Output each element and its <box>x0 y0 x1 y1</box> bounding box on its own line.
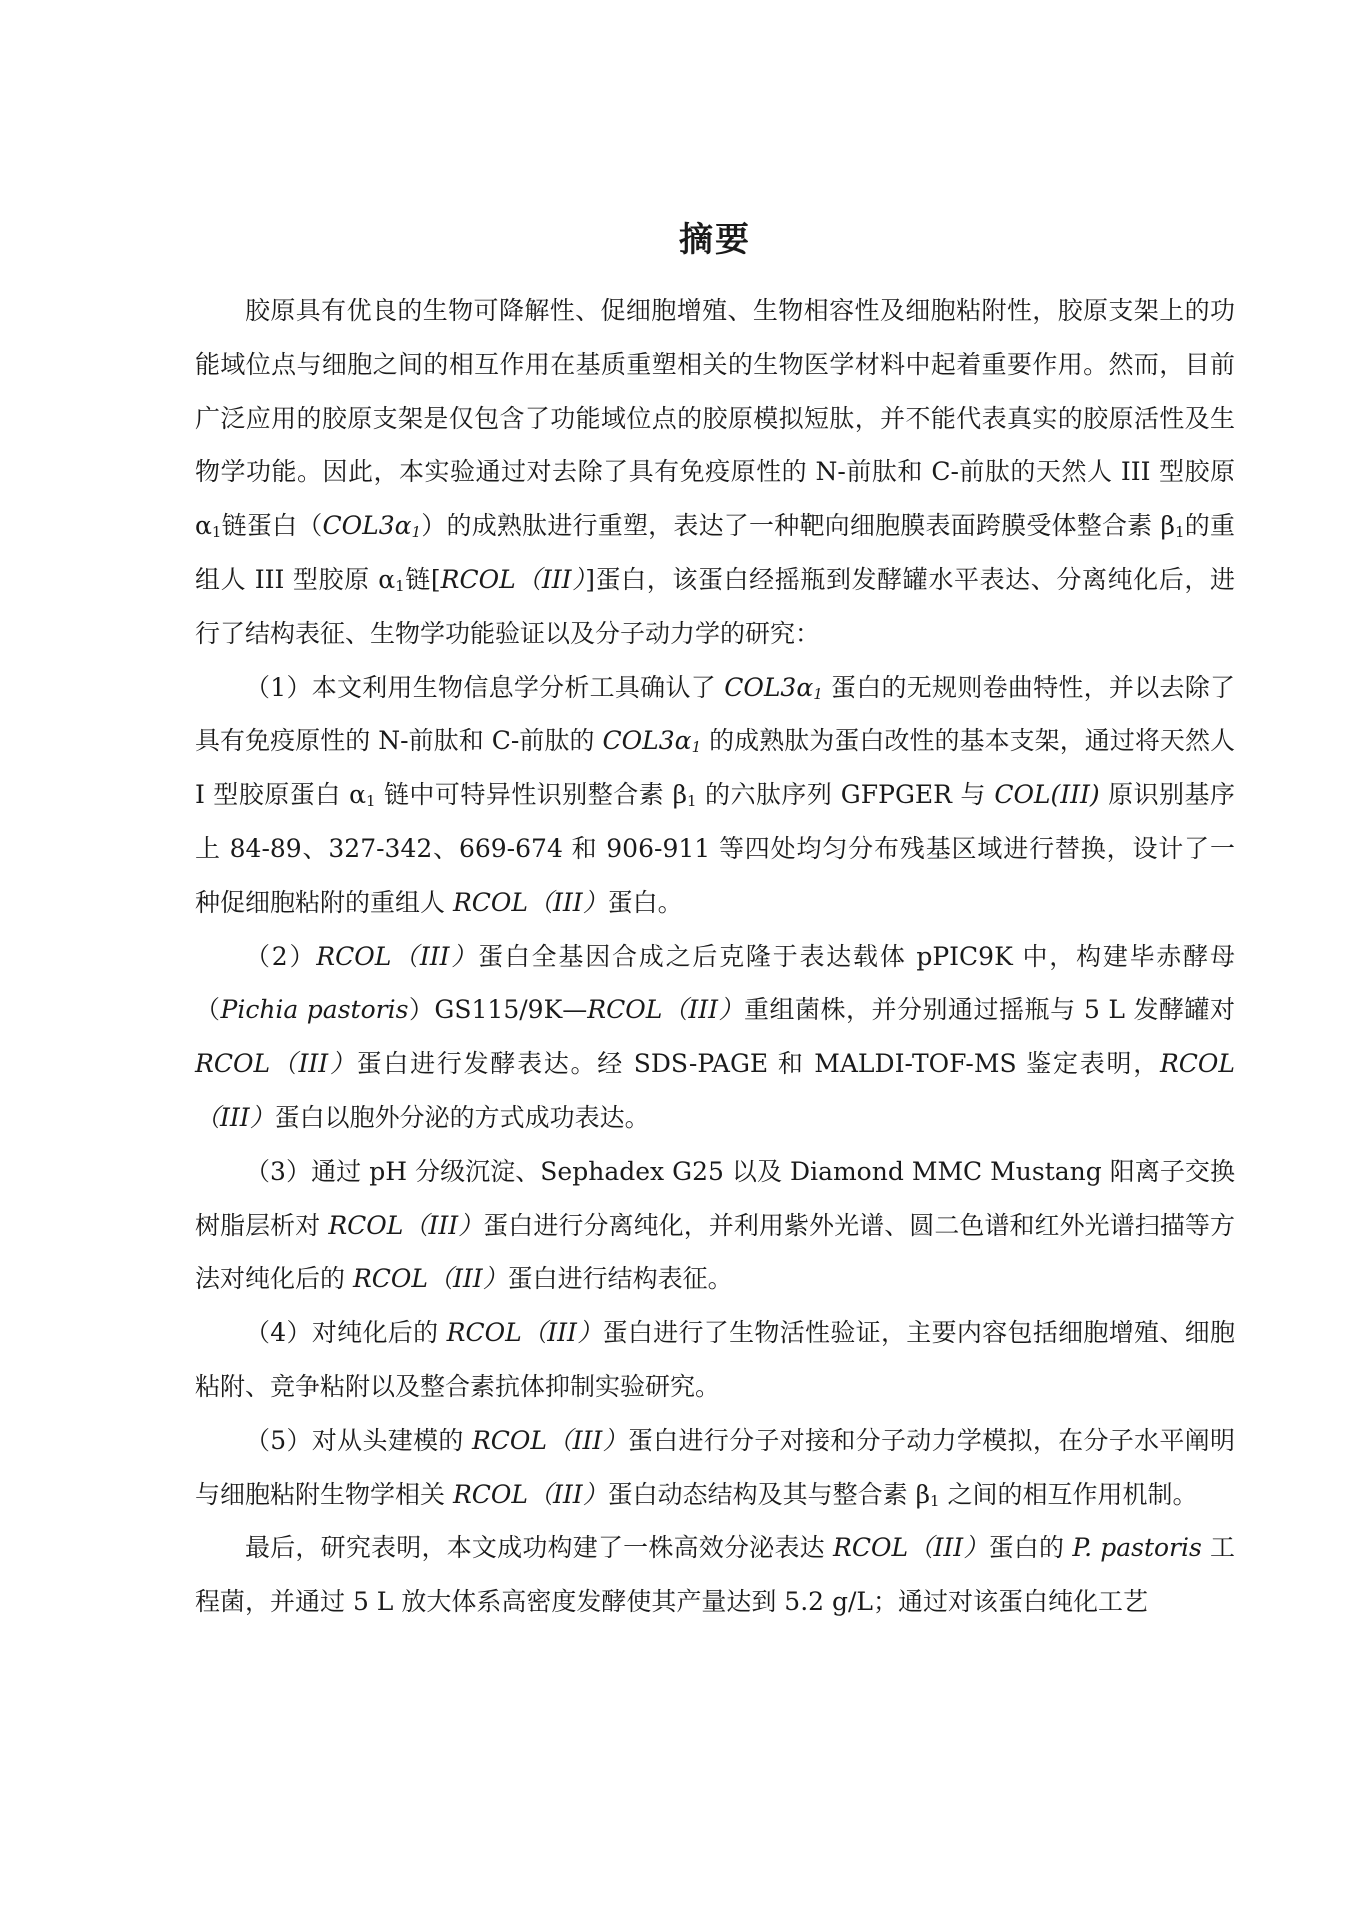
abstract-title: 摘要 <box>679 220 751 260</box>
text-run: 蛋白全基因合成之后克隆于表达载体 pPIC9K 中，构建毕赤酵母（ <box>195 941 1235 1025</box>
text-run: 蛋白以胞外分泌的方式成功表达。 <box>274 1102 650 1132</box>
text-run: 1 <box>687 792 697 811</box>
abstract-paragraph-5 <box>195 1306 1235 1414</box>
text-run: 1 <box>411 523 422 542</box>
text-run: 1 <box>1175 523 1185 542</box>
text-run: 蛋白进行发酵表达。经 SDS-PAGE 和 MALDI-TOF-MS 鉴定表明， <box>356 1049 1160 1079</box>
text-run: 蛋白的无规则卷曲特性，并以去除了具有免疫原性的 N-前肽和 C-前肽的 <box>195 672 1235 756</box>
text-run: RCOL（III） <box>452 1479 608 1509</box>
text-run: （2） <box>245 941 317 971</box>
abstract-paragraph-4 <box>195 1145 1235 1306</box>
abstract-paragraph-1 <box>195 284 1235 661</box>
text-run: 之间的相互作用机制。 <box>939 1479 1198 1509</box>
text-run: RCOL（III） <box>352 1264 508 1294</box>
abstract-paragraph-2 <box>195 661 1235 930</box>
text-run: RCOL（III） <box>316 941 479 971</box>
text-run: 最后，研究表明，本文成功构建了一株高效分泌表达 <box>245 1533 834 1563</box>
text-run: ）GS115/9K— <box>408 995 588 1025</box>
abstract-paragraph-7 <box>195 1521 1235 1629</box>
abstract-body <box>195 284 1235 1629</box>
abstract-paragraph-6 <box>195 1414 1235 1522</box>
text-run: ）的成熟肽进行重塑，表达了一种靶向细胞膜表面跨膜受体整合素 β <box>421 511 1176 541</box>
text-run: 蛋白的 <box>988 1533 1073 1563</box>
text-run: COL3α <box>322 511 412 541</box>
text-run: 链蛋白（ <box>221 511 323 541</box>
text-run: RCOL（III） <box>452 887 608 917</box>
abstract-paragraph-3 <box>195 930 1235 1145</box>
document-page <box>195 210 1235 1629</box>
text-run: 蛋白进行结构表征。 <box>507 1264 733 1294</box>
text-run: 原识别基序上 84-89、327-342、669-674 和 906-911 等四处均匀分布残基区域进行替换，设计了一种促细胞粘附的重组人 <box>195 780 1235 917</box>
text-run: ]蛋白，该蛋白经摇瓶到发酵罐水平表达、分离纯化后，进行了结构表征、生物学功能验证以及分子动力学的研究： <box>195 564 1235 648</box>
text-run: RCOL（III） <box>440 564 586 594</box>
text-run: 蛋白动态结构及其与整合素 β <box>607 1479 931 1509</box>
text-run: COL3α <box>602 726 692 756</box>
text-run: 1 <box>930 1491 940 1510</box>
text-run: 的重组人 III 型胶原 α <box>195 511 1235 594</box>
text-run: 的成熟肽为蛋白改性的基本支架，通过将天然人 I 型胶原蛋白 α <box>195 726 1235 810</box>
text-run: 蛋白进行分离纯化，并利用紫外光谱、圆二色谱和红外光谱扫描等方法对纯化后的 <box>195 1210 1235 1294</box>
text-run: 1 <box>395 576 405 595</box>
text-run: 1 <box>691 738 702 757</box>
text-run: 链[ <box>404 564 441 594</box>
text-run: 1 <box>365 792 376 811</box>
text-run: RCOL（III） <box>195 1049 1235 1132</box>
text-run: RCOL（III） <box>328 1210 484 1240</box>
text-run: 蛋白进行了生物活性验证，主要内容包括细胞增殖、细胞粘附、竞争粘附以及整合素抗体抑制实验研究。 <box>195 1318 1235 1401</box>
text-run: Pichia pastoris <box>220 995 409 1025</box>
text-run: RCOL（III） <box>471 1425 628 1455</box>
text-run: 链中可特异性识别整合素 β <box>375 780 688 810</box>
text-run: RCOL（III） <box>587 995 744 1025</box>
text-run: 的六肽序列 GFPGER 与 <box>696 780 995 810</box>
text-run: 蛋白进行分子对接和分子动力学模拟，在分子水平阐明与细胞粘附生物学相关 <box>195 1425 1235 1509</box>
text-run: 蛋白。 <box>607 887 683 917</box>
text-run: COL(III) <box>994 780 1100 810</box>
text-run: RCOL（III） <box>195 1049 357 1079</box>
text-run: P. pastoris <box>1072 1533 1202 1563</box>
text-run: 1 <box>211 523 222 542</box>
text-run: 重组菌株，并分别通过摇瓶与 5 L 发酵罐对 <box>743 995 1235 1025</box>
text-run: （3）通过 pH 分级沉淀、Sephadex G25 以及 Diamond MMC Mustang 阳离子交换树脂层析对 <box>195 1156 1235 1240</box>
text-run: （4）对纯化后的 <box>245 1318 447 1348</box>
text-run: （5）对从头建模的 <box>245 1425 472 1455</box>
text-run: 胶原具有优良的生物可降解性、促细胞增殖、生物相容性及细胞粘附性，胶原支架上的功能域位点与细胞之间的相互作用在基质重塑相关的生物医学材料中起着重要作用。然而，目前广泛应用的胶原支架是仅包含了功能域位点的胶原模拟短肽，并不能代表真实的胶原活性及生物学功能。因此，本实验通过对去除了具有免疫原性的 N-前肽和 C-前肽的天然人 III 型胶原 α <box>195 296 1235 541</box>
text-run: 工程菌，并通过 5 L 放大体系高密度发酵使其产量达到 5.2 g/L；通过对该蛋白纯化工艺 <box>195 1533 1236 1617</box>
text-run: （1）本文利用生物信息学分析工具确认了 <box>245 672 725 702</box>
text-run: RCOL（III） <box>446 1318 603 1348</box>
text-run: RCOL（III） <box>833 1533 989 1563</box>
text-run: COL3α <box>724 672 814 702</box>
text-run: 1 <box>813 684 823 703</box>
